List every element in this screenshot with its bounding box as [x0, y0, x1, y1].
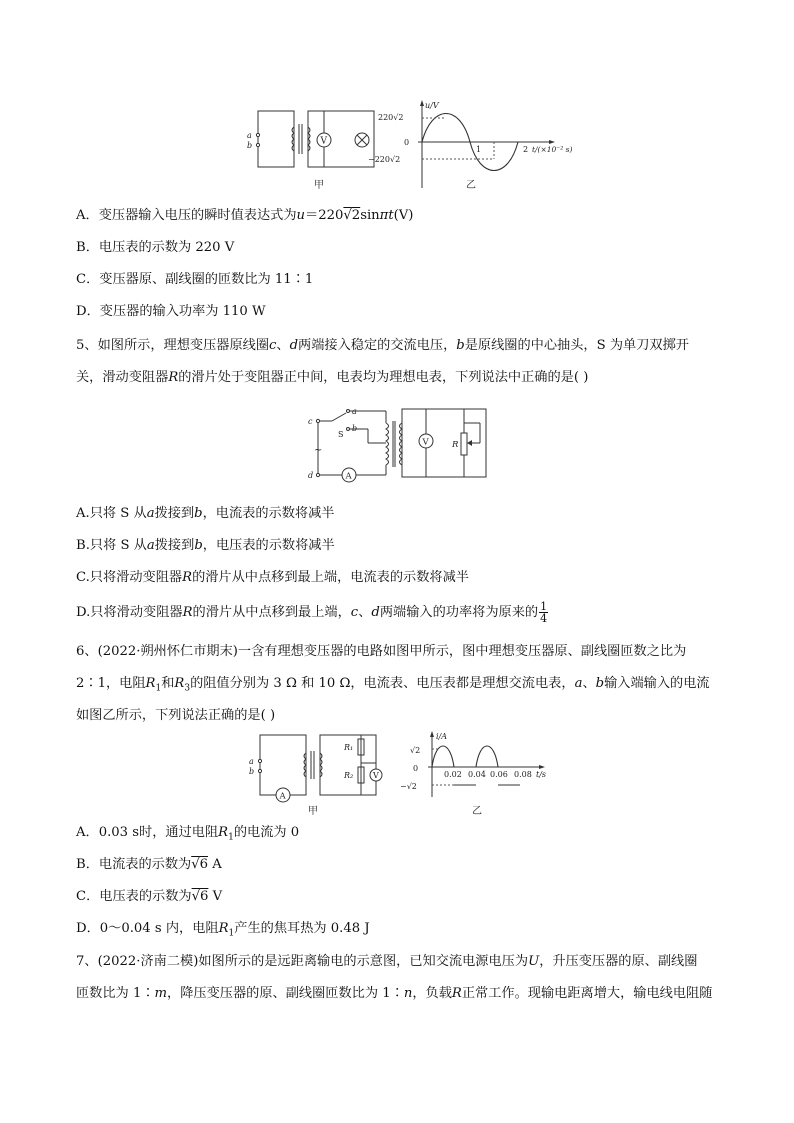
svg-text:V: V	[422, 437, 429, 448]
svg-text:√2: √2	[410, 746, 421, 755]
q4-option-b: B．电压表的示数为 220 V	[76, 240, 235, 255]
svg-text:2: 2	[523, 145, 529, 154]
fraction-one-quarter: $\frac{1}{4}$	[540, 600, 548, 625]
terminal-b	[256, 143, 259, 146]
q5-option-a: A.只将 S 从a拨接到b，电流表的示数将减半	[76, 506, 335, 521]
svg-text:V: V	[373, 771, 379, 780]
svg-text:220√2: 220√2	[378, 113, 404, 122]
svg-text:0.06: 0.06	[490, 770, 508, 779]
svg-text:−220√2: −220√2	[368, 155, 401, 164]
q4-option-a: A．变压器输入电压的瞬时值表达式为u＝220√2sinπt(V)	[76, 208, 414, 223]
svg-text:c: c	[308, 417, 313, 426]
svg-text:i/A: i/A	[436, 732, 448, 741]
q6-option-c: C．电压表的示数为√6 V	[76, 889, 223, 904]
svg-text:b: b	[249, 767, 255, 776]
svg-text:V: V	[320, 136, 327, 147]
q5-stem-line2: 关，滑动变阻器R的滑片处于变阻器正中间，电表均为理想电表，下列说法中正确的是( )	[76, 370, 589, 385]
q5-option-d: D.只将滑动变阻器R的滑片从中点移到最上端，c、d两端输入的功率将为原来的 $\frac{1}{4}$	[76, 600, 548, 625]
svg-text:R₁: R₁	[344, 743, 354, 752]
rheostat-icon	[461, 433, 467, 455]
svg-text:乙: 乙	[472, 806, 482, 817]
current-pulse-1	[432, 746, 454, 767]
svg-text:d: d	[308, 471, 314, 480]
svg-text:−√2: −√2	[400, 782, 417, 791]
svg-text:0: 0	[404, 138, 410, 147]
figure-q5-circuit	[304, 403, 500, 489]
svg-text:甲: 甲	[308, 806, 318, 817]
q6-option-d: D．0～0.04 s 内，电阻$R_1$产生的焦耳热为 0.48 J	[76, 921, 370, 939]
q5-option-b: B.只将 S 从a拨接到b，电压表的示数将减半	[76, 538, 335, 553]
svg-text:a: a	[352, 407, 357, 416]
figure-transformer-voltage	[244, 100, 573, 192]
svg-text:A: A	[345, 471, 352, 482]
q6-stem-line1: 6、(2022·朔州怀仁市期末)一含有理想变压器的电路如图甲所示，图中理想变压器原、副线圈匝数之比为	[76, 644, 687, 659]
svg-text:t/(×10⁻² s): t/(×10⁻² s)	[532, 145, 573, 154]
svg-text:~: ~	[314, 445, 323, 456]
q6-option-b: B．电流表的示数为√6 A	[76, 857, 222, 872]
svg-text:b: b	[352, 424, 358, 433]
svg-text:0: 0	[413, 764, 419, 773]
svg-text:S: S	[338, 430, 344, 439]
q6-option-a: A．0.03 s时，通过电阻$R_1$的电流为 0	[76, 825, 300, 843]
q5-stem-line1: 5、如图所示，理想变压器原线圈c、d两端接入稳定的交流电压，b是原线圈的中心抽头，S 为单刀双掷开	[76, 338, 689, 353]
current-pulse-2	[476, 746, 498, 767]
svg-text:0.04: 0.04	[468, 770, 486, 779]
q5-option-c: C.只将滑动变阻器R的滑片从中点移到最上端，电流表的示数将减半	[76, 570, 469, 585]
terminal-a	[256, 133, 259, 136]
label-b: b	[247, 141, 253, 150]
figure-q6	[244, 731, 554, 817]
svg-text:A: A	[279, 791, 286, 802]
svg-text:0.08: 0.08	[514, 770, 532, 779]
svg-text:R₂: R₂	[344, 771, 354, 780]
svg-text:u/V: u/V	[425, 101, 439, 110]
svg-text:a: a	[249, 757, 254, 766]
q6-stem-line3: 如图乙所示，下列说法正确的是( )	[76, 708, 276, 723]
caption-yi: 乙	[466, 180, 476, 191]
q6-stem-line2: 2∶1，电阻$R_1$和$R_3$的阻值分别为 3 Ω 和 10 Ω，电流表、电压表都是理想交流电表，a、b输入端输入的电流	[76, 676, 710, 694]
svg-text:R: R	[452, 440, 459, 450]
q7-stem-line1: 7、(2022·济南二模)如图所示的是远距离输电的示意图，已知交流电源电压为U，升压变压器的原、副线圈	[76, 954, 698, 969]
q7-stem-line2: 匝数比为 1∶m，降压变压器的原、副线圈匝数比为 1∶n，负载R正常工作。现输电距离增大，输电线电阻随	[76, 986, 713, 1001]
q4-option-d: D．变压器的输入功率为 110 W	[76, 304, 266, 319]
label-a: a	[247, 131, 252, 140]
svg-text:t/s: t/s	[536, 770, 547, 779]
svg-text:0.02: 0.02	[444, 770, 462, 779]
q4-option-c: C．变压器原、副线圈的匝数比为 11∶1	[76, 272, 314, 287]
svg-text:1: 1	[476, 145, 482, 154]
caption-jia: 甲	[314, 180, 324, 191]
